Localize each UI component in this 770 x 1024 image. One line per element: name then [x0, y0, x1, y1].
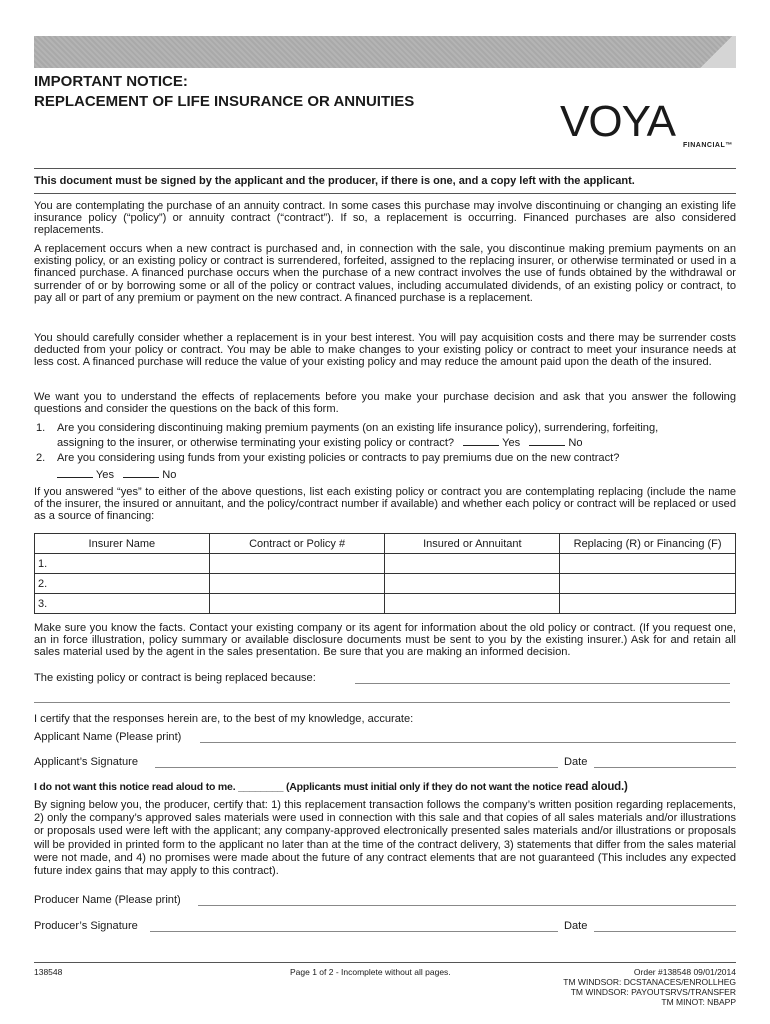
question-1-continued	[57, 436, 583, 449]
read-aloud-notice-end: read aloud.)	[564, 781, 628, 793]
row-3-insured-cell[interactable]	[385, 594, 560, 614]
table-row	[35, 574, 736, 594]
voya-logo	[560, 97, 733, 158]
paragraph-consider: You should carefully consider whether a replacement is in your best interest. You will pay acquisition costs and there may be surrender costs deducted from your policy or contract. You may be able to make changes to your existing policy or contract to meet your insurance needs at less cost. A financed purchase will reduce the value of your existing policy and may reduce the amount paid upon the death of the insured.	[34, 332, 736, 369]
header-band-corner	[696, 36, 736, 68]
row-2-policy-cell[interactable]	[209, 574, 385, 594]
producer-date-label: Date	[564, 920, 588, 932]
header-insured-annuitant: Insured or Annuitant	[385, 534, 560, 554]
question-2-number: 2.	[36, 452, 46, 464]
row-1-policy-cell[interactable]	[209, 554, 385, 574]
producer-name-line[interactable]	[198, 905, 736, 906]
question-2-yes-label: Yes	[95, 469, 114, 481]
table-header-row	[35, 534, 736, 554]
title-line-1: IMPORTANT NOTICE:	[34, 73, 188, 90]
page-title	[34, 72, 414, 112]
applicant-signature-label: Applicant’s Signature	[34, 756, 139, 768]
row-1-insured-cell[interactable]	[385, 554, 560, 574]
paragraph-intro: You are contemplating the purchase of an annuity contract. In some cases this purchase may involve discontinuing or changing an existing life insurance policy (“policy”) or annuity contract (“contract”). If so, a replacement is occurring. Financed purchases are also considered replacements.	[34, 200, 736, 237]
footer-page-info: Page 1 of 2 - Incomplete without all pages.	[290, 967, 451, 977]
question-1-yes-blank[interactable]	[463, 436, 499, 446]
table-row	[35, 554, 736, 574]
read-aloud-notice-text: I do not want this notice read aloud to me. ________ (Applicants must initial only if they do not want the notice	[34, 781, 563, 793]
producer-name-label: Producer Name (Please print)	[34, 894, 181, 906]
header-band	[34, 36, 736, 68]
row-2-insurer-cell[interactable]: 2.	[35, 574, 210, 594]
certify-text: I certify that the responses herein are, to the best of my knowledge, accurate:	[34, 713, 414, 725]
footer-line-3: TM WINDSOR: PAYOUTSRVS/TRANSFER	[570, 987, 736, 997]
applicant-name-line[interactable]	[200, 742, 736, 743]
row-1-replacing-cell[interactable]	[560, 554, 736, 574]
row-3-insurer-cell[interactable]: 3.	[35, 594, 210, 614]
replaced-because-line[interactable]	[355, 683, 730, 684]
row-2-replacing-cell[interactable]	[560, 574, 736, 594]
paragraph-understand: We want you to understand the effects of replacements before you make your purchase decision and ask that you answer the following questions and consider the questions on the back of this form.	[34, 391, 736, 416]
header-insurer-name: Insurer Name	[35, 534, 210, 554]
paragraph-replacement-definition: A replacement occurs when a new contract is purchased and, in connection with the sale, you discontinue making premium payments on an existing policy, or an existing policy or contract is surrendered, forfeited, assigned to the replacing insurer, or otherwise terminated or used in a financed purchase. A financed purchase occurs when the purchase of a new contract involves the use of funds obtained by the withdrawal or surrender of or by borrowing some or all of the policy or contract values, including accumulated dividends, of an existing policy or contract, to pay all or part of any premium or payment on the new contract. A financed purchase is a replacement.	[34, 243, 736, 304]
replaced-because-label: The existing policy or contract is being replaced because:	[34, 672, 316, 684]
producer-signature-line[interactable]	[150, 931, 558, 932]
applicant-name-label: Applicant Name (Please print)	[34, 731, 182, 743]
question-2-no-blank[interactable]	[123, 468, 159, 478]
title-line-2: REPLACEMENT OF LIFE INSURANCE OR ANNUITIES	[34, 93, 415, 110]
signing-instruction: This document must be signed by the applicant and the producer, if there is one, and a copy left with the applicant.	[34, 175, 635, 187]
divider-footer	[34, 962, 736, 963]
question-1-text-2: assigning to the insurer, or otherwise terminating your existing policy or contract?	[57, 437, 455, 449]
logo-subtitle: FINANCIAL™	[683, 142, 733, 149]
replaced-because-line-2[interactable]	[34, 702, 730, 703]
question-2-text: Are you considering using funds from your existing policies or contracts to pay premiums due on the new contract?	[57, 452, 620, 464]
row-1-insurer-cell[interactable]: 1.	[35, 554, 210, 574]
row-3-policy-cell[interactable]	[209, 594, 385, 614]
logo-word: VOYA	[560, 97, 676, 146]
footer-line-4: TM MINOT: NBAPP	[661, 997, 736, 1007]
paragraph-list-instruction: If you answered “yes” to either of the above questions, list each existing policy or contract you are contemplating replacing (include the name of the insurer, the insured or annuitant, and the policy/contract number if available) and whether each policy or contract will be replaced or used as a source of financing:	[34, 486, 736, 523]
question-1-text: Are you considering discontinuing making premium payments (on an existing life insurance policy), surrendering, forfeiting,	[57, 422, 659, 434]
producer-signature-label: Producer’s Signature	[34, 920, 138, 932]
footer-order-block	[563, 967, 736, 1007]
policy-table	[34, 533, 736, 614]
question-1-no-blank[interactable]	[529, 436, 565, 446]
row-2-insured-cell[interactable]	[385, 574, 560, 594]
row-3-replacing-cell[interactable]	[560, 594, 736, 614]
question-1-yes-label: Yes	[502, 437, 521, 449]
divider-instruction	[34, 193, 736, 194]
question-2-answers	[57, 468, 176, 481]
question-2-no-label: No	[162, 469, 177, 481]
read-aloud-notice	[34, 781, 628, 793]
paragraph-facts: Make sure you know the facts. Contact your existing company or its agent for information about the old policy or contract. (If you request one, an in force illustration, policy summary or available disclosure documents must be sent to you by the existing insurer.) Ask for and retain all sales material used by the agent in the sales presentation. Be sure that you are making an informed decision.	[34, 622, 736, 659]
footer-order: Order #138548 09/01/2014	[633, 967, 736, 977]
header-contract-policy: Contract or Policy #	[209, 534, 385, 554]
table-row	[35, 594, 736, 614]
applicant-date-line[interactable]	[594, 767, 736, 768]
footer-form-number: 138548	[34, 967, 63, 977]
footer-line-2: TM WINDSOR: DCSTANACES/ENROLLHEG	[563, 977, 736, 987]
question-1-number: 1.	[36, 422, 46, 434]
question-1-no-label: No	[568, 437, 583, 449]
applicant-signature-line[interactable]	[155, 767, 558, 768]
producer-certification: By signing below you, the producer, certify that: 1) this replacement transaction follows the company’s written position regarding replacements, 2) only the company’s approved sales materials were used in connection with this sale and that copies of all sales materials and/or illustrations or proposals used were left with the applicant; any company-approved electronically presented sales materials and/or illustrations or proposals will be provided in printed form to the applicant no later than at the time of the contract delivery, 3) statements that differ from the sales material were not made, and 4) no promises were made about the future of any contract elements that are not guaranteed (This includes any expected future index gains that may apply to this contract).	[34, 799, 736, 878]
producer-date-line[interactable]	[594, 931, 736, 932]
applicant-date-label: Date	[564, 756, 588, 768]
divider-top	[34, 168, 736, 169]
question-2-yes-blank[interactable]	[57, 468, 93, 478]
header-replacing-financing: Replacing (R) or Financing (F)	[560, 534, 736, 554]
